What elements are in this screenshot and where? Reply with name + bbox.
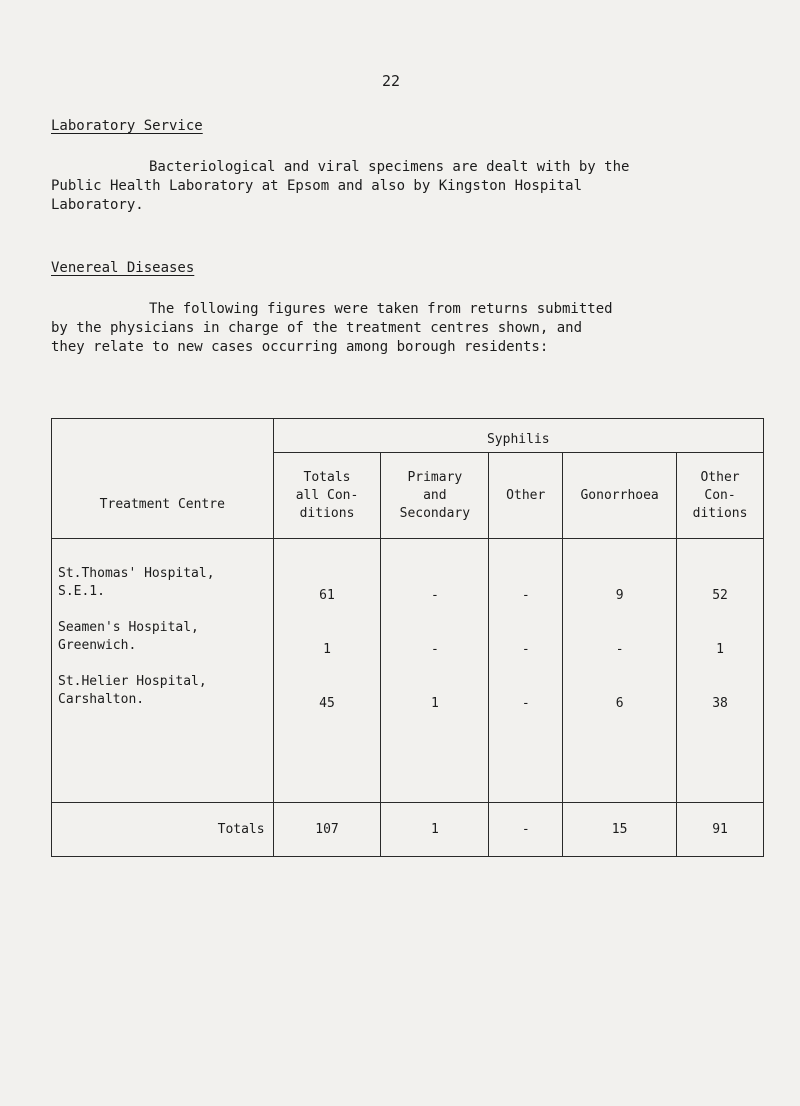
treatment-centre-seamens: Seamen's Hospital, Greenwich. (58, 620, 199, 653)
header-syphilis: Syphilis (273, 419, 763, 453)
treatment-centre-st-helier: St.Helier Hospital, Carshalton. (58, 674, 207, 707)
header-primary-secondary: Primary and Secondary (381, 453, 489, 539)
table-cell: - (615, 642, 624, 657)
header-other-conditions: Other Con- ditions (677, 453, 764, 539)
paragraph-line: Laboratory. (51, 197, 144, 213)
other-conditions-column (677, 539, 764, 803)
venereal-diseases-paragraph (51, 300, 613, 357)
paragraph-line: Public Health Laboratory at Epsom and also by Kingston Hospital (51, 178, 583, 194)
paragraph-line: The following figures were taken from returns submitted (149, 301, 613, 317)
table-cell: 91 (677, 803, 764, 857)
table-cell: 1 (716, 642, 724, 657)
table-cell: 1 (323, 642, 331, 657)
table-cell: - (521, 642, 530, 657)
header-other: Other (489, 453, 563, 539)
header-treatment-centre: Treatment Centre (52, 419, 274, 539)
table-cell: 9 (615, 588, 624, 603)
paragraph-line: they relate to new cases occurring among borough residents: (51, 339, 549, 355)
venereal-diseases-heading: Venereal Diseases (51, 260, 195, 276)
treatment-centre-cell (52, 539, 274, 803)
table-cell: 107 (273, 803, 381, 857)
table-cell: - (430, 642, 439, 657)
table-cell: 6 (615, 696, 624, 711)
table-cell: 15 (563, 803, 677, 857)
table-cell: 45 (319, 696, 335, 711)
laboratory-service-heading: Laboratory Service (51, 118, 203, 134)
other-syphilis-column (489, 539, 563, 803)
header-totals-all-conditions: Totals all Con- ditions (273, 453, 381, 539)
laboratory-service-paragraph (51, 158, 629, 215)
totals-all-conditions-column (273, 539, 381, 803)
table-cell: 1 (430, 696, 439, 711)
gonorrhoea-column (563, 539, 677, 803)
table-cell: - (489, 803, 563, 857)
paragraph-line: Bacteriological and viral specimens are dealt with by the (149, 159, 630, 175)
table-cell: - (521, 696, 530, 711)
header-gonorrhoea: Gonorrhoea (563, 453, 677, 539)
table-cell: 61 (319, 588, 335, 603)
venereal-diseases-table (51, 418, 764, 857)
totals-label: Totals (52, 803, 274, 857)
table-header-row (52, 419, 764, 453)
table-cell: - (521, 588, 530, 603)
paragraph-line: by the physicians in charge of the treatment centres shown, and (51, 320, 583, 336)
table-cell: 38 (712, 696, 728, 711)
table-body-row (52, 539, 764, 803)
table-cell: 52 (712, 588, 728, 603)
table-cell: 1 (381, 803, 489, 857)
primary-secondary-column (381, 539, 489, 803)
treatment-centre-st-thomas: St.Thomas' Hospital, S.E.1. (58, 566, 215, 599)
totals-row (52, 803, 764, 857)
table-cell: - (430, 588, 439, 603)
page-number: 22 (382, 72, 401, 90)
